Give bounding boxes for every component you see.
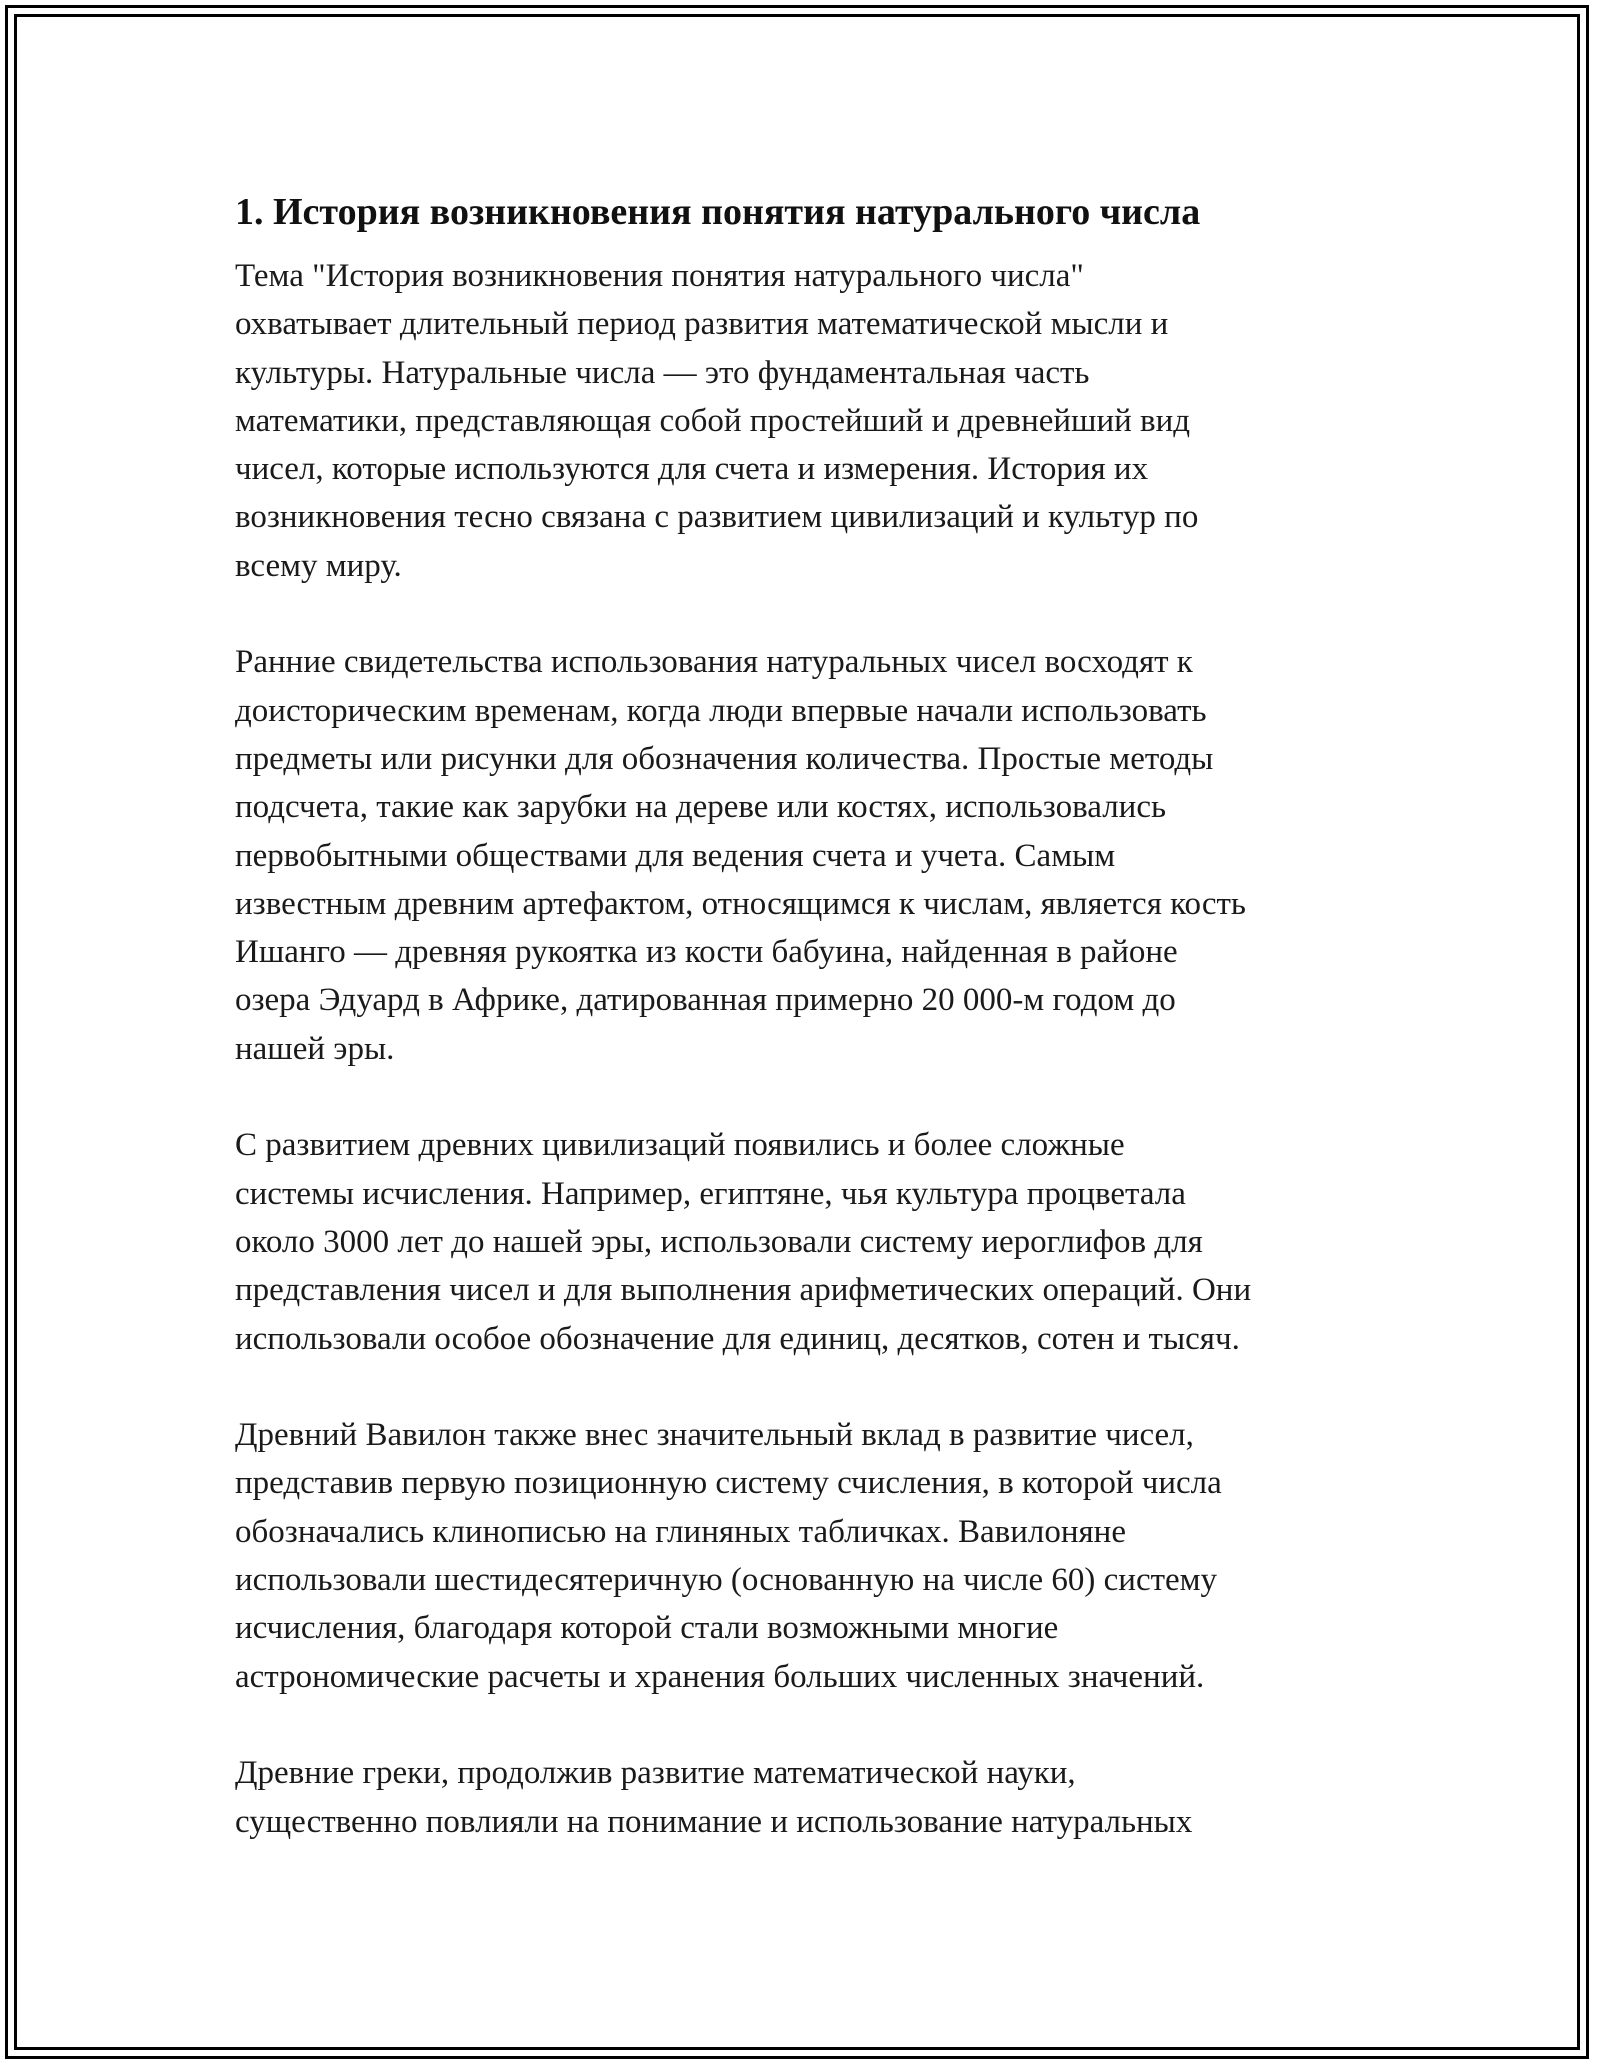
paragraph-line: системы исчисления. Например, египтяне, чья культура процветала	[235, 1175, 1186, 1212]
paragraph-line: озера Эдуард в Африке, датированная примерно 20 000-м годом до	[235, 982, 1176, 1019]
paragraph-line: использовали шестидесятеричную (основанную на числе 60) систему	[235, 1562, 1218, 1599]
paragraph-line: нашей эры.	[235, 1030, 395, 1067]
paragraph-line: существенно повлияли на понимание и использование натуральных	[235, 1803, 1193, 1840]
paragraph-line: предметы или рисунки для обозначения количества. Простые методы	[235, 740, 1214, 777]
paragraph-line: использовали особое обозначение для единиц, десятков, сотен и тысяч.	[235, 1320, 1240, 1357]
paragraph-line: подсчета, такие как зарубки на дереве или костях, использовались	[235, 789, 1167, 826]
paragraph-line: Ранние свидетельства использования натуральных чисел восходят к	[235, 644, 1193, 681]
paragraph-line: известным древним артефактом, относящимся к числам, является кость	[235, 885, 1246, 922]
paragraph-line: С развитием древних цивилизаций появились и более сложные	[235, 1127, 1125, 1164]
paragraph-line: математики, представляющая собой простейший и древнейший вид	[235, 402, 1191, 439]
paragraph-line: астрономические расчеты и хранения больших численных значений.	[235, 1658, 1205, 1695]
document-body	[235, 186, 1375, 1846]
paragraph	[235, 1749, 1375, 1846]
paragraph-list	[235, 252, 1375, 1846]
paragraph-line: возникновения тесно связана с развитием цивилизаций и культур по	[235, 499, 1199, 536]
paragraph	[235, 1411, 1375, 1701]
paragraph-line: около 3000 лет до нашей эры, использовали систему иероглифов для	[235, 1223, 1203, 1260]
paragraph-line: исчисления, благодаря которой стали возможными многие	[235, 1610, 1059, 1647]
paragraph-line: обозначались клинописью на глиняных табличках. Вавилоняне	[235, 1513, 1126, 1550]
paragraph	[235, 638, 1375, 1073]
paragraph	[235, 252, 1375, 590]
paragraph-line: представив первую позиционную систему счисления, в которой числа	[235, 1465, 1222, 1502]
paragraph-line: чисел, которые используются для счета и измерения. История их	[235, 451, 1149, 488]
paragraph-line: Древний Вавилон также внес значительный вклад в развитие чисел,	[235, 1417, 1194, 1454]
paragraph-line: охватывает длительный период развития математической мысли и	[235, 306, 1169, 343]
paragraph-line: представления чисел и для выполнения арифметических операций. Они	[235, 1272, 1252, 1309]
paragraph-line: Ишанго — древняя рукоятка из кости бабуина, найденная в районе	[235, 934, 1178, 971]
section-heading: 1. История возникновения понятия натурального числа	[235, 191, 1201, 233]
paragraph-line: Древние греки, продолжив развитие математической науки,	[235, 1755, 1076, 1792]
paragraph-line: доисторическим временам, когда люди впервые начали использовать	[235, 692, 1207, 729]
paragraph	[235, 1121, 1375, 1362]
paragraph-line: первобытными обществами для ведения счета и учета. Самым	[235, 837, 1116, 874]
paragraph-line: культуры. Натуральные числа — это фундаментальная часть	[235, 354, 1090, 391]
paragraph-line: всему миру.	[235, 547, 402, 584]
paragraph-line: Тема "История возникновения понятия натурального числа"	[235, 258, 1084, 294]
